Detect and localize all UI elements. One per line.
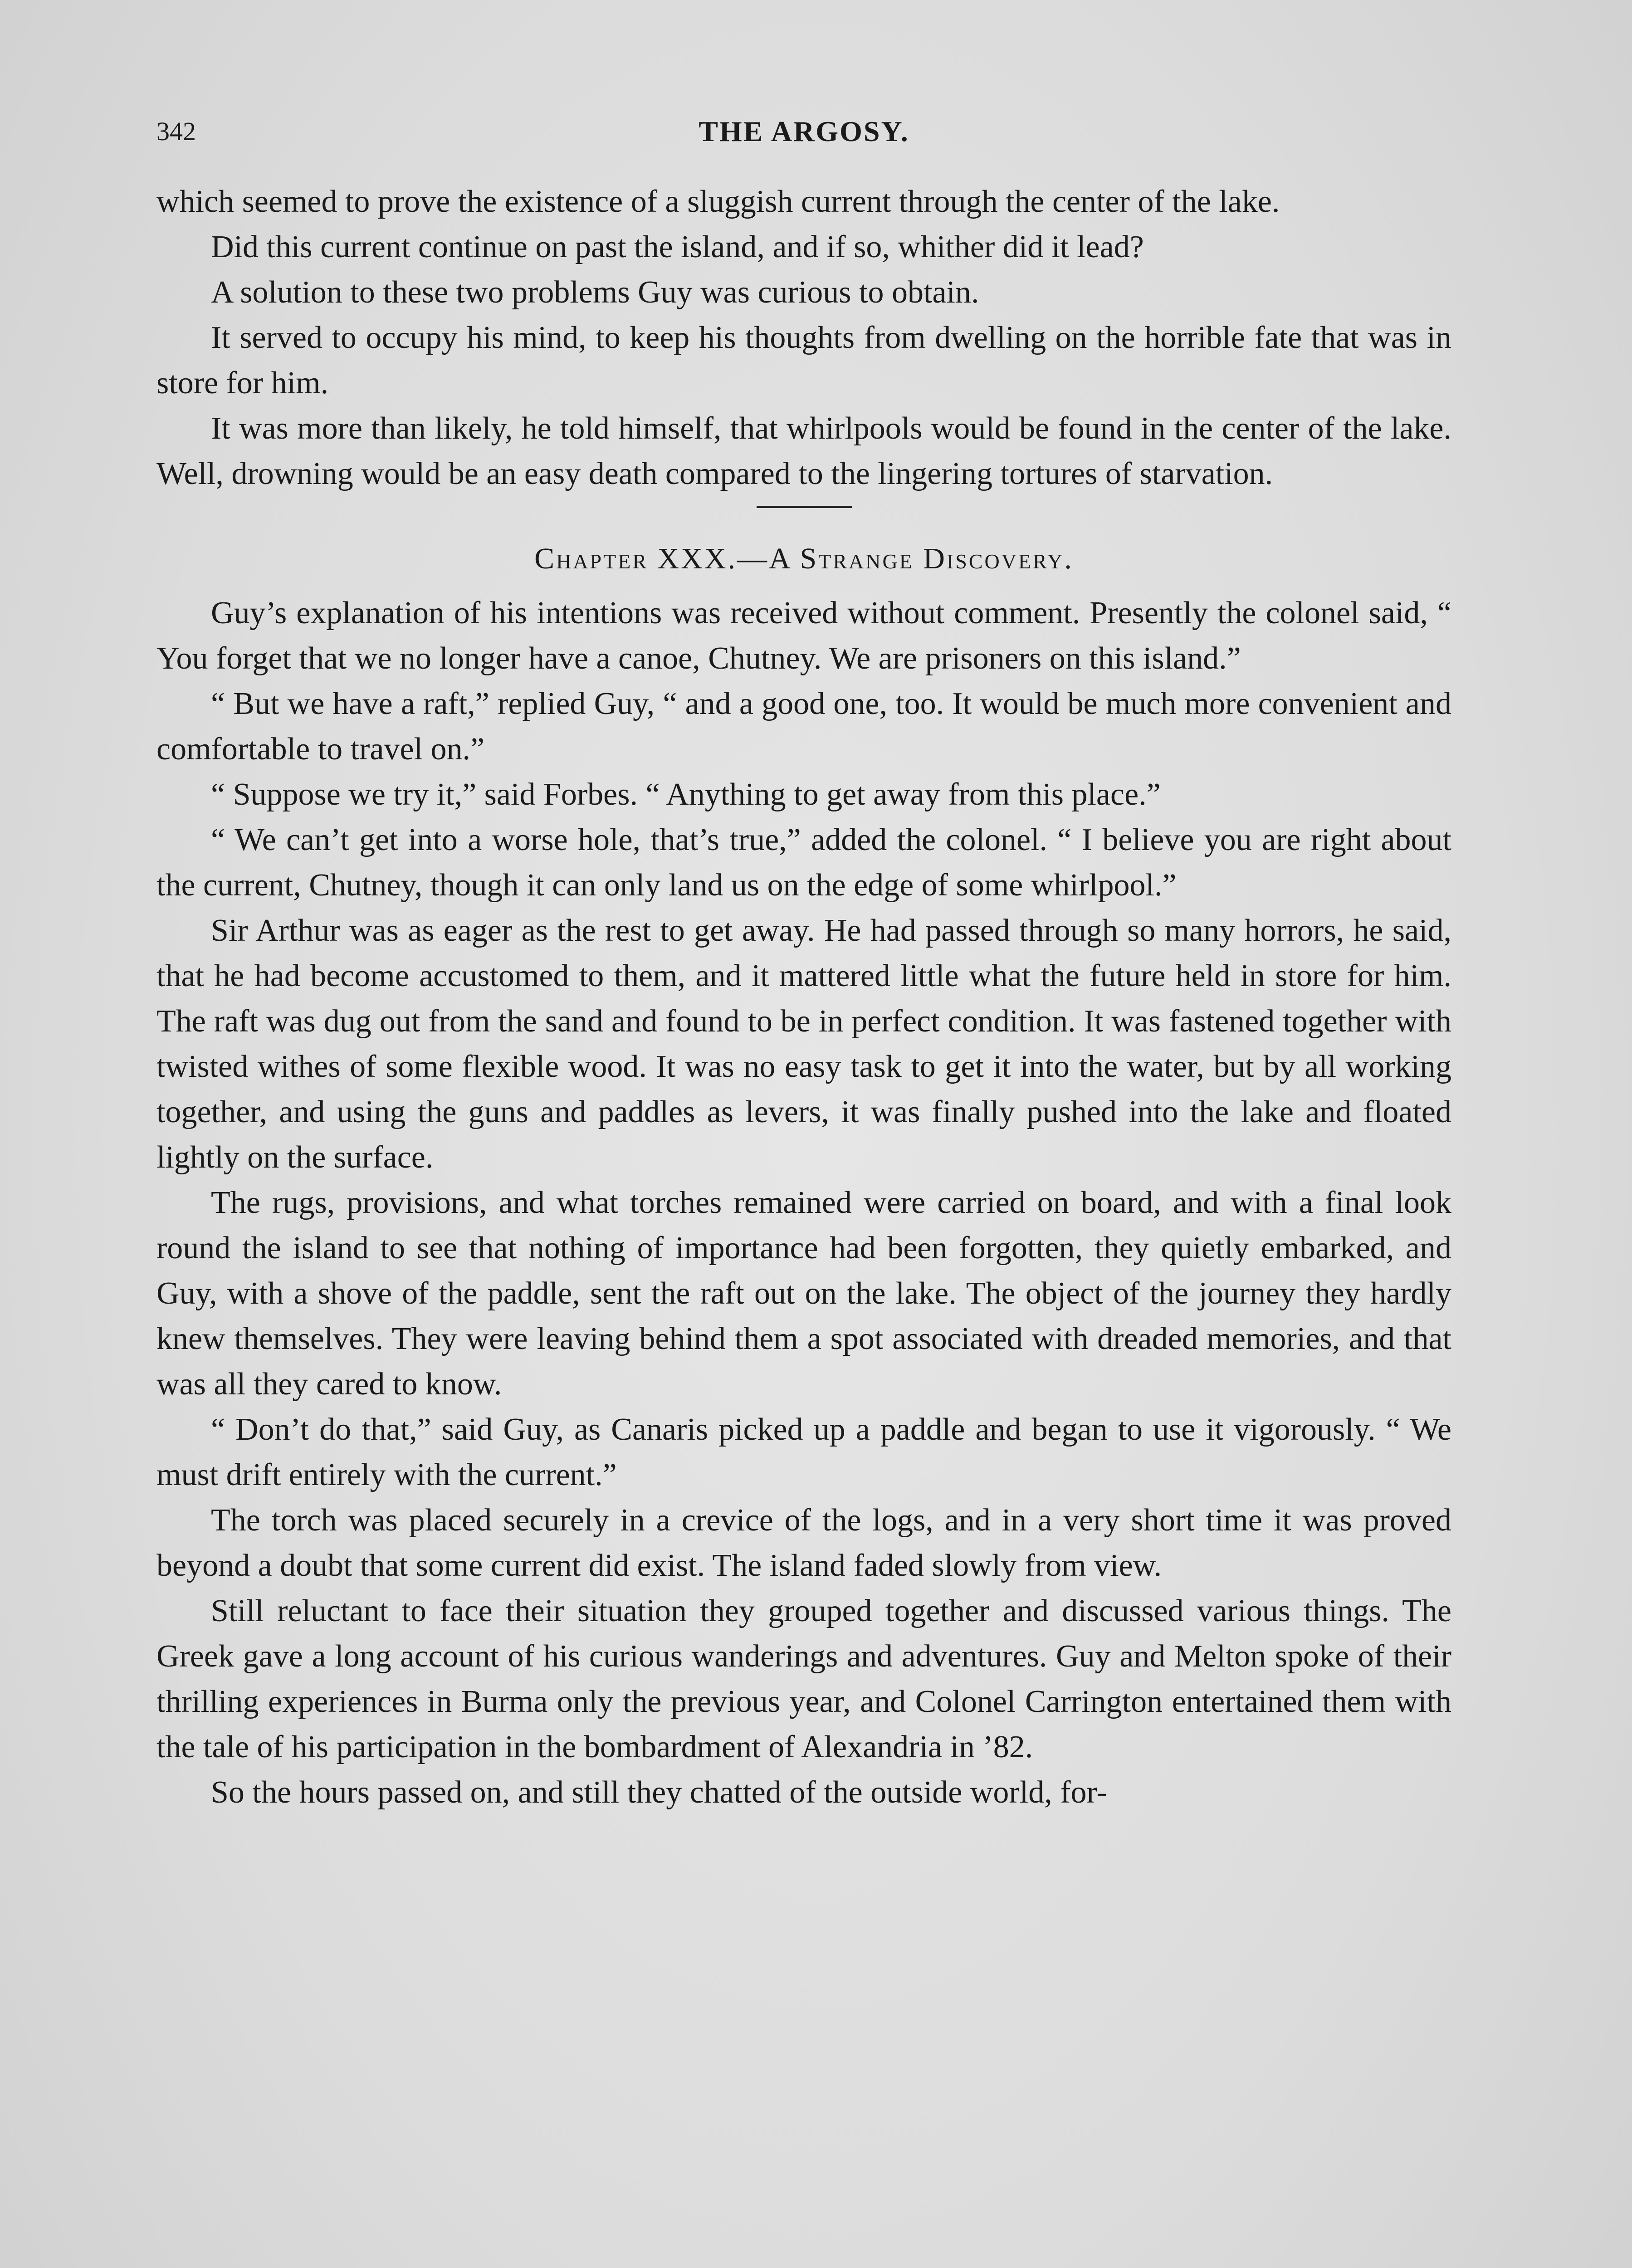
paragraph: Guy’s explanation of his intentions was received without comment. Presently the colonel said, “ You forget that we no longer have a canoe, Chutney. We are prisoners on this island.” — [156, 596, 1451, 676]
section-divider — [757, 506, 852, 508]
running-head: THE ARGOSY. — [699, 115, 909, 147]
paragraph: which seemed to prove the existence of a sluggish current through the center of the lake. — [156, 184, 1280, 219]
paragraph: So the hours passed on, and still they chatted of the outside world, for- — [211, 1775, 1107, 1810]
paragraph: The rugs, provisions, and what torches remained were carried on board, and with a final look round the island to see that nothing of importance had been forgotten, they quietly embarked, and Guy, with a shove of the paddle, sent the raft out on the lake. The object of the journey they hardly knew themselves. They were leaving behind them a spot associated with dreaded memories, and that was all they cared to know. — [156, 1185, 1451, 1402]
chapter-heading: Chapter XXX.—A Strange Discovery. — [534, 542, 1074, 575]
paragraph: It was more than likely, he told himself, that whirlpools would be found in the center of the lake. Well, drowning would be an easy death compared to the lingering tortures of starvation. — [156, 411, 1451, 491]
paragraph: “ We can’t get into a worse hole, that’s true,” added the colonel. “ I believe you are right about the current, Chutney, though it can only land us on the edge of some whirlpool.” — [156, 822, 1451, 903]
paragraph: The torch was placed securely in a crevice of the logs, and in a very short time it was proved beyond a doubt that some current did exist. The island faded slowly from view. — [156, 1503, 1451, 1583]
paragraph: “ Don’t do that,” said Guy, as Canaris picked up a paddle and began to use it vigorously. “ We must drift entirely with the current.” — [156, 1412, 1451, 1492]
body-text — [156, 179, 1451, 1815]
paragraph: “ Suppose we try it,” said Forbes. “ Anything to get away from this place.” — [211, 777, 1161, 812]
paragraph: Sir Arthur was as eager as the rest to get away. He had passed through so many horrors, he said, that he had become accustomed to them, and it mattered little what the future held in store for him. The raft was dug out from the sand and found to be in perfect condition. It was fastened together with twisted withes of some flexible wood. It was no easy task to get it into the water, but by all working together, and using the guns and paddles as levers, it was finally pushed into the lake and floated lightly on the surface. — [156, 913, 1451, 1175]
paragraph: It served to occupy his mind, to keep his thoughts from dwelling on the horrible fate that was in store for him. — [156, 320, 1451, 401]
paragraph: Did this current continue on past the island, and if so, whither did it lead? — [211, 230, 1144, 264]
page-number: 342 — [156, 117, 196, 146]
paragraph: “ But we have a raft,” replied Guy, “ and a good one, too. It would be much more convenient and comfortable to travel on.” — [156, 686, 1451, 767]
page-header — [156, 113, 1451, 150]
paragraph: Still reluctant to face their situation they grouped together and discussed various things. The Greek gave a long account of his curious wanderings and adventures. Guy and Melton spoke of their thrilling experiences in Burma only the previous year, and Colonel Carrington entertained them with the tale of his participation in the bombardment of Alexandria in ’82. — [156, 1593, 1451, 1765]
paragraph: A solution to these two problems Guy was curious to obtain. — [211, 275, 979, 310]
